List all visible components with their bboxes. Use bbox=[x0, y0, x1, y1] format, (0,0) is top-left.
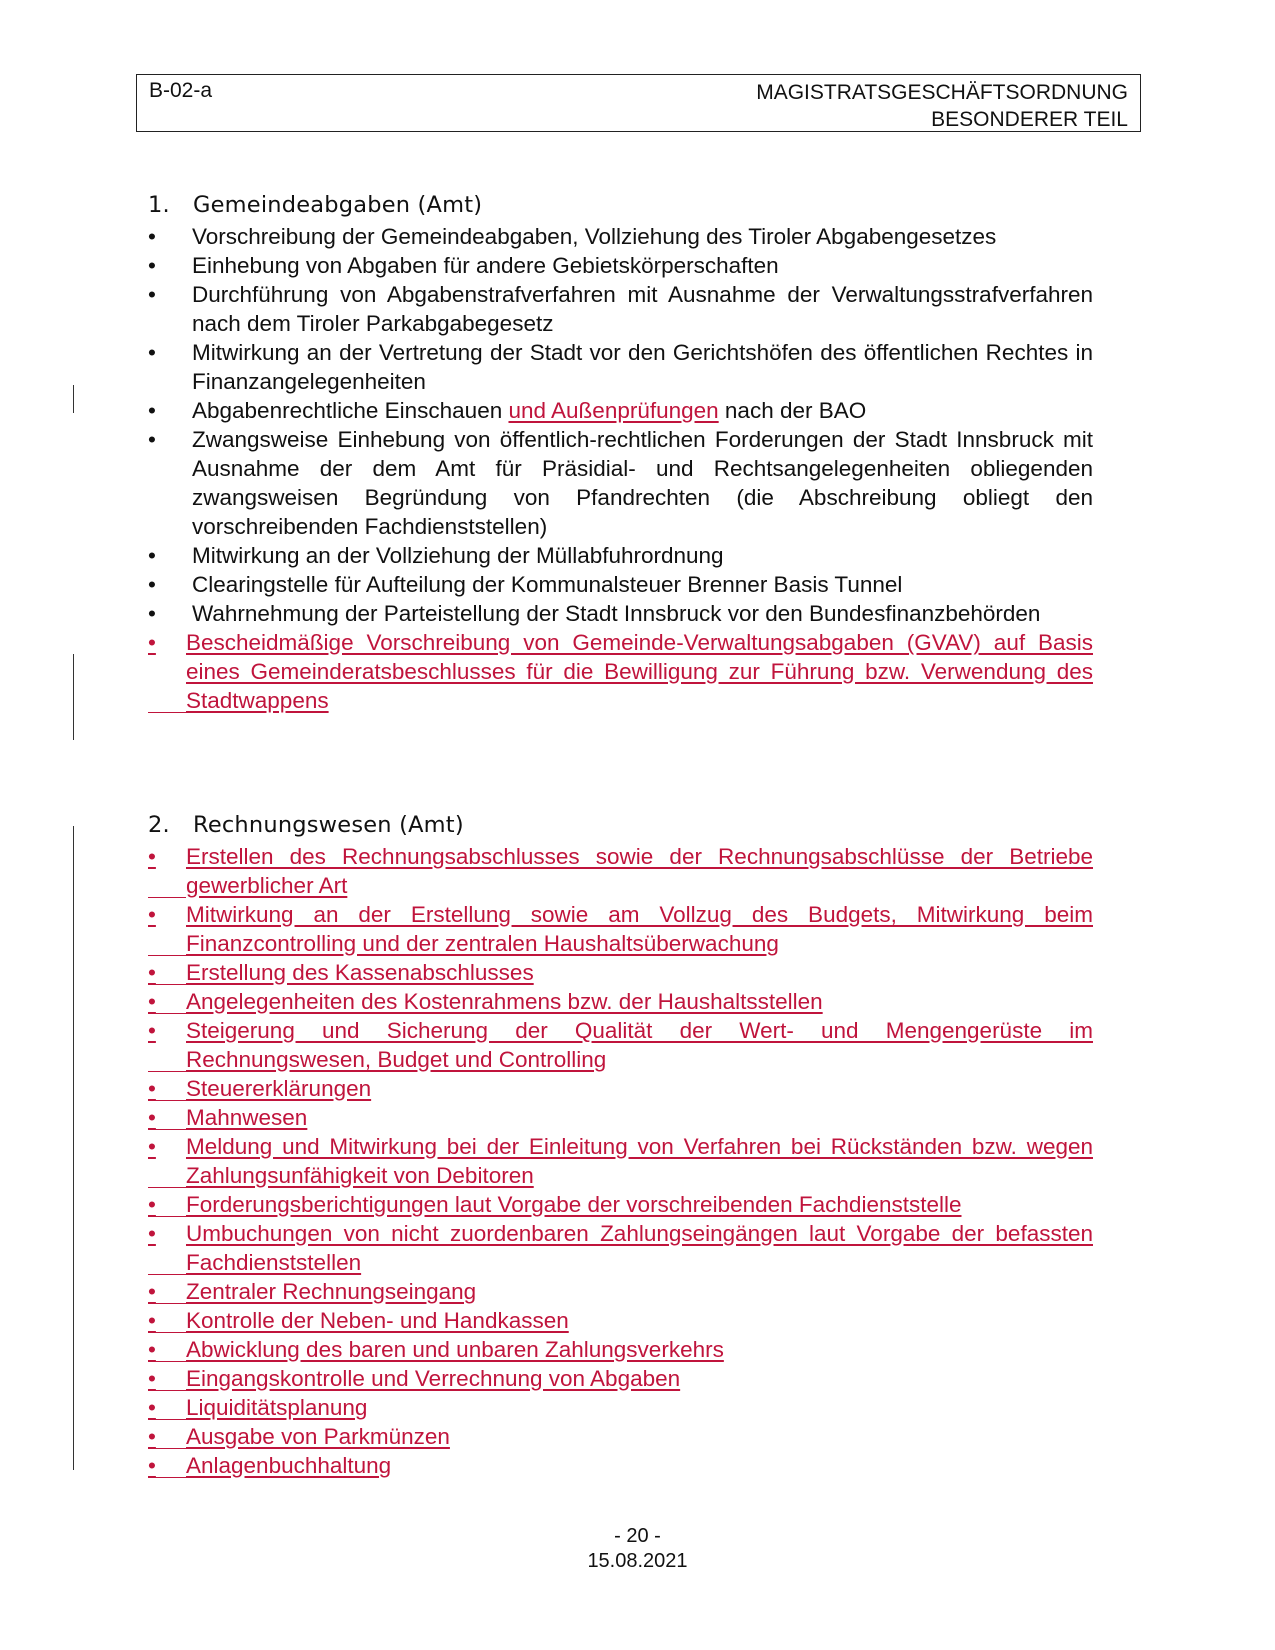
bullet-icon: • bbox=[148, 543, 156, 568]
bullet-icon: • bbox=[148, 1337, 156, 1362]
bullet-icon: • bbox=[148, 253, 156, 278]
bullet-icon: • bbox=[148, 902, 156, 927]
list-item: • Wahrnehmung der Parteistellung der Stadt Innsbruck vor den Bundesfinanzbehörden bbox=[148, 601, 1041, 626]
bullet-icon: • bbox=[148, 601, 156, 626]
inserted-list-item: • Mitwirkung an der Erstellung sowie am Vollzug des Budgets, Mitwirkung beim Finanzcontrolling und der zentralen Haushaltsüberwachung bbox=[148, 902, 1093, 956]
bullet-icon: • bbox=[148, 340, 156, 365]
section-2-number: 2. bbox=[148, 812, 170, 838]
change-bar bbox=[73, 826, 74, 1470]
section-1-list bbox=[148, 222, 1093, 715]
bullet-icon: • bbox=[148, 1018, 156, 1043]
inserted-list-item: • Ausgabe von Parkmünzen bbox=[148, 1422, 1093, 1451]
list-item: • Mitwirkung an der Vertretung der Stadt vor den Gerichtshöfen des öffentlichen Rechtes in Finanzangelegenheiten bbox=[148, 340, 1093, 394]
bullet-icon: • bbox=[148, 844, 156, 869]
bullet-icon: • bbox=[148, 1424, 156, 1449]
bullet-icon: • bbox=[148, 1076, 156, 1101]
bullet-icon: • bbox=[148, 572, 156, 597]
header-title bbox=[756, 79, 1128, 133]
page-number: - 20 - bbox=[614, 1525, 661, 1547]
bullet-icon: • bbox=[148, 1308, 156, 1333]
bullet-icon: • bbox=[148, 1192, 156, 1217]
list-item: • Durchführung von Abgabenstrafverfahren mit Ausnahme der Verwaltungsstrafverfahren nach dem Tiroler Parkabgabegesetz bbox=[148, 282, 1093, 336]
inserted-list-item: • Bescheidmäßige Vorschreibung von Gemeinde-Verwaltungsabgaben (GVAV) auf Basis eines Gemeinderatsbeschlusses für die Bewilligung zur Führung bzw. Verwendung des Stadtwappens bbox=[148, 630, 1093, 713]
inserted-list-item: • Liquiditätsplanung bbox=[148, 1393, 1093, 1422]
bullet-icon: • bbox=[148, 1366, 156, 1391]
list-item: • Mitwirkung an der Vollziehung der Müllabfuhrordnung bbox=[148, 543, 724, 568]
list-item bbox=[148, 396, 1093, 425]
page-header bbox=[136, 74, 1141, 132]
section-1-number: 1. bbox=[148, 192, 170, 218]
bullet-icon: • bbox=[148, 1395, 156, 1420]
page-footer bbox=[0, 1524, 1275, 1574]
inserted-list-item: • Zentraler Rechnungseingang bbox=[148, 1277, 1093, 1306]
bullet-icon: • bbox=[148, 1453, 156, 1478]
inserted-list-item: • Forderungsberichtigungen laut Vorgabe der vorschreibenden Fachdienststelle bbox=[148, 1190, 1093, 1219]
inserted-list-item: • Steuererklärungen bbox=[148, 1074, 1093, 1103]
bullet-icon: • bbox=[148, 989, 156, 1014]
bullet-icon: • bbox=[148, 960, 156, 985]
change-bar bbox=[73, 654, 74, 740]
inserted-text: und Außenprüfungen bbox=[508, 398, 719, 423]
inserted-list-item: • Umbuchungen von nicht zuordenbaren Zahlungseingängen laut Vorgabe der befassten Fachdienststellen bbox=[148, 1221, 1093, 1275]
inserted-list-item: • Anlagenbuchhaltung bbox=[148, 1451, 1093, 1480]
list-item: • Zwangsweise Einhebung von öffentlich-rechtlichen Forderungen der Stadt Innsbruck mit Ausnahme der dem Amt für Präsidial- und Rechtsangelegenheiten obliegenden zwangsweisen Begründung von Pfandrechten (die Abschreibung obliegt den vorschreibenden Fachdienststellen) bbox=[148, 427, 1093, 539]
inserted-list-item: • Angelegenheiten des Kostenrahmens bzw. der Haushaltsstellen bbox=[148, 987, 1093, 1016]
inserted-list-item: • Meldung und Mitwirkung bei der Einleitung von Verfahren bei Rückständen bzw. wegen Zahlungsunfähigkeit von Debitoren bbox=[148, 1134, 1093, 1188]
bullet-icon: • bbox=[148, 1279, 156, 1304]
inserted-list-item: • Erstellen des Rechnungsabschlusses sowie der Rechnungsabschlüsse der Betriebe gewerblicher Art bbox=[148, 844, 1093, 898]
change-bar bbox=[73, 385, 74, 413]
footer-date: 15.08.2021 bbox=[587, 1550, 688, 1572]
section-2-heading: Rechnungswesen (Amt) bbox=[193, 812, 464, 838]
bullet-icon: • bbox=[148, 427, 156, 452]
section-2-title bbox=[148, 812, 464, 838]
list-item: • Einhebung von Abgaben für andere Gebietskörperschaften bbox=[148, 253, 779, 278]
section-2-list bbox=[148, 842, 1093, 1480]
inserted-list-item: • Kontrolle der Neben- und Handkassen bbox=[148, 1306, 1093, 1335]
bullet-icon: • bbox=[148, 630, 156, 655]
header-title-line2: BESONDERER TEIL bbox=[931, 108, 1128, 131]
item-text: Abgabenrechtliche Einschauen bbox=[192, 398, 509, 423]
list-item: • Vorschreibung der Gemeindeabgaben, Vollziehung des Tiroler Abgabengesetzes bbox=[148, 224, 997, 249]
inserted-list-item: • Steigerung und Sicherung der Qualität der Wert- und Mengengerüste im Rechnungswesen, Budget und Controlling bbox=[148, 1018, 1093, 1072]
bullet-icon: • bbox=[148, 398, 156, 423]
item-text: nach der BAO bbox=[718, 398, 867, 423]
bullet-icon: • bbox=[148, 1134, 156, 1159]
inserted-list-item: • Erstellung des Kassenabschlusses bbox=[148, 958, 1093, 987]
inserted-list-item: • Eingangskontrolle und Verrechnung von Abgaben bbox=[148, 1364, 1093, 1393]
bullet-icon: • bbox=[148, 224, 156, 249]
section-1-title bbox=[148, 192, 482, 218]
bullet-icon: • bbox=[148, 1105, 156, 1130]
header-title-line1: MAGISTRATSGESCHÄFTSORDNUNG bbox=[756, 81, 1128, 104]
document-id: B-02-a bbox=[149, 79, 213, 102]
list-item: • Clearingstelle für Aufteilung der Kommunalsteuer Brenner Basis Tunnel bbox=[148, 572, 903, 597]
bullet-icon: • bbox=[148, 1221, 156, 1246]
bullet-icon: • bbox=[148, 282, 156, 307]
inserted-list-item: • Mahnwesen bbox=[148, 1103, 1093, 1132]
inserted-list-item: • Abwicklung des baren und unbaren Zahlungsverkehrs bbox=[148, 1335, 1093, 1364]
section-1-heading: Gemeindeabgaben (Amt) bbox=[193, 192, 483, 218]
